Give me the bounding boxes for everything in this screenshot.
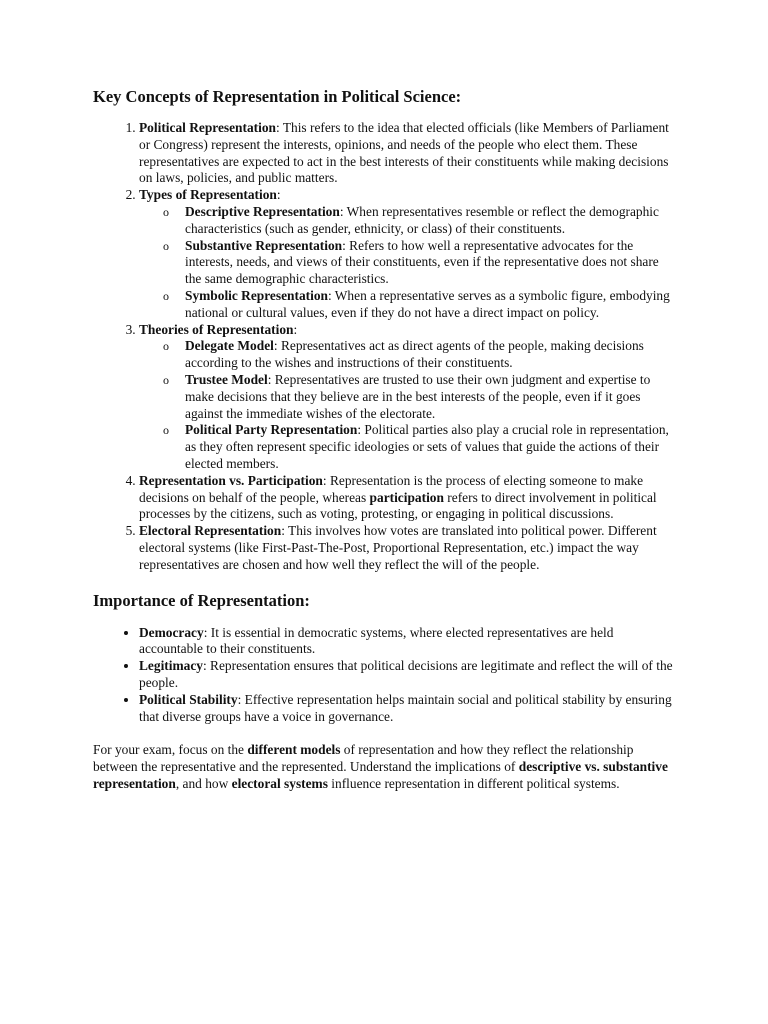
closing-text: , and how (175, 775, 232, 791)
definition-text: : (293, 321, 298, 337)
importance-list (93, 625, 676, 726)
types-sublist (139, 204, 676, 322)
closing-text: of representation and how they reflect the relationship between the representative and the represented. Understand the implications of (93, 742, 634, 775)
concepts-list (93, 120, 676, 574)
sublist-item (185, 238, 676, 288)
list-item (139, 473, 676, 523)
sublist-item (185, 422, 676, 472)
term-trustee-model: Trustee Model (185, 371, 268, 387)
bullet-item (139, 625, 676, 659)
term-electoral-representation: Electoral Representation (139, 523, 282, 539)
bullet-item (139, 658, 676, 692)
closing-text: influence representation in different political systems. (327, 775, 620, 791)
term-political-representation: Political Representation (139, 120, 276, 135)
term-legitimacy: Legitimacy (139, 658, 203, 674)
term-substantive: Substantive Representation (185, 237, 343, 253)
term-participation: participation (369, 489, 444, 505)
list-item (139, 120, 676, 187)
theories-sublist (139, 338, 676, 472)
closing-bold-descriptive: descriptive vs. substantive representation (93, 759, 668, 791)
definition-text: : Refers to how well a representative advocates for the interests, needs, and views of their constituents, even if the representative does not share the same demographic characteristics. (185, 237, 659, 287)
definition-text: : Representatives act as direct agents of the people, making decisions according to the wishes and instructions of their constituents. (185, 338, 644, 371)
definition-text: : Representation is the process of electing someone to make decisions on behalf of the people, whereas (139, 472, 644, 505)
heading-importance: Importance of Representation: (93, 590, 310, 610)
definition-text: : This involves how votes are translated into political power. Different electoral systems (like First-Past-The-Post, Proportional Representation, etc.) impact the way representatives are chosen and how well they reflect the will of the people. (139, 523, 657, 572)
definition-text: : Representatives are trusted to use their own judgment and expertise to make decisions that they believe are in the best interests of the people, even if it goes against the immediate wishes of the electorate. (185, 371, 651, 421)
definition-text: : It is essential in democratic systems, where elected representatives are held accountable to their constituents. (139, 624, 614, 657)
bullet-item (139, 692, 676, 726)
closing-bold-models: different models (247, 742, 341, 758)
definition-text: : Political parties also play a crucial role in representation, as they often represent specific ideologies or sets of values that guide the actions of their elected members. (185, 422, 669, 471)
sublist-item (185, 204, 676, 238)
definition-text: : When representatives resemble or reflect the demographic characteristics (such as gender, ethnicity, or class) of their constituents. (185, 203, 659, 236)
closing-bold-electoral: electoral systems (231, 775, 328, 791)
list-item (139, 523, 676, 573)
definition-text: : Representation ensures that political decisions are legitimate and reflect the will of the people. (139, 658, 673, 690)
term-representation-vs-participation: Representation vs. Participation (139, 472, 323, 488)
definition-text: : Effective representation helps maintain social and political stability by ensuring that diverse groups have a voice in governance. (139, 691, 672, 724)
definition-text: : This refers to the idea that elected officials (like Members of Parliament or Congress) represent the interests, opinions, and needs of the people who elect them. These representatives are expected to act in the best interests of their constituents while making decisions on laws, policies, and public matters. (139, 120, 669, 186)
closing-text: For your exam, focus on the (93, 742, 248, 758)
term-symbolic: Symbolic Representation (185, 287, 328, 303)
term-delegate-model: Delegate Model (185, 338, 274, 354)
definition-text: : When a representative serves as a symbolic figure, embodying national or cultural values, even if they do not have a direct impact on policy. (185, 287, 670, 320)
closing-paragraph (93, 742, 676, 792)
list-item (139, 322, 676, 473)
term-types-of-representation: Types of Representation (139, 187, 277, 203)
heading-key-concepts: Key Concepts of Representation in Political Science: (93, 87, 462, 106)
term-theories-of-representation: Theories of Representation (139, 321, 294, 337)
definition-text: refers to direct involvement in political processes by the citizens, such as voting, protesting, or engaging in political discussions. (139, 489, 657, 522)
sublist-item (185, 372, 676, 422)
term-political-stability: Political Stability (139, 691, 238, 707)
sublist-item (185, 288, 676, 322)
term-democracy: Democracy (139, 624, 204, 640)
term-party-representation: Political Party Representation (185, 422, 358, 438)
list-item (139, 187, 676, 321)
sublist-item (185, 338, 676, 372)
definition-text: : (276, 187, 281, 203)
term-descriptive: Descriptive Representation (185, 203, 340, 219)
